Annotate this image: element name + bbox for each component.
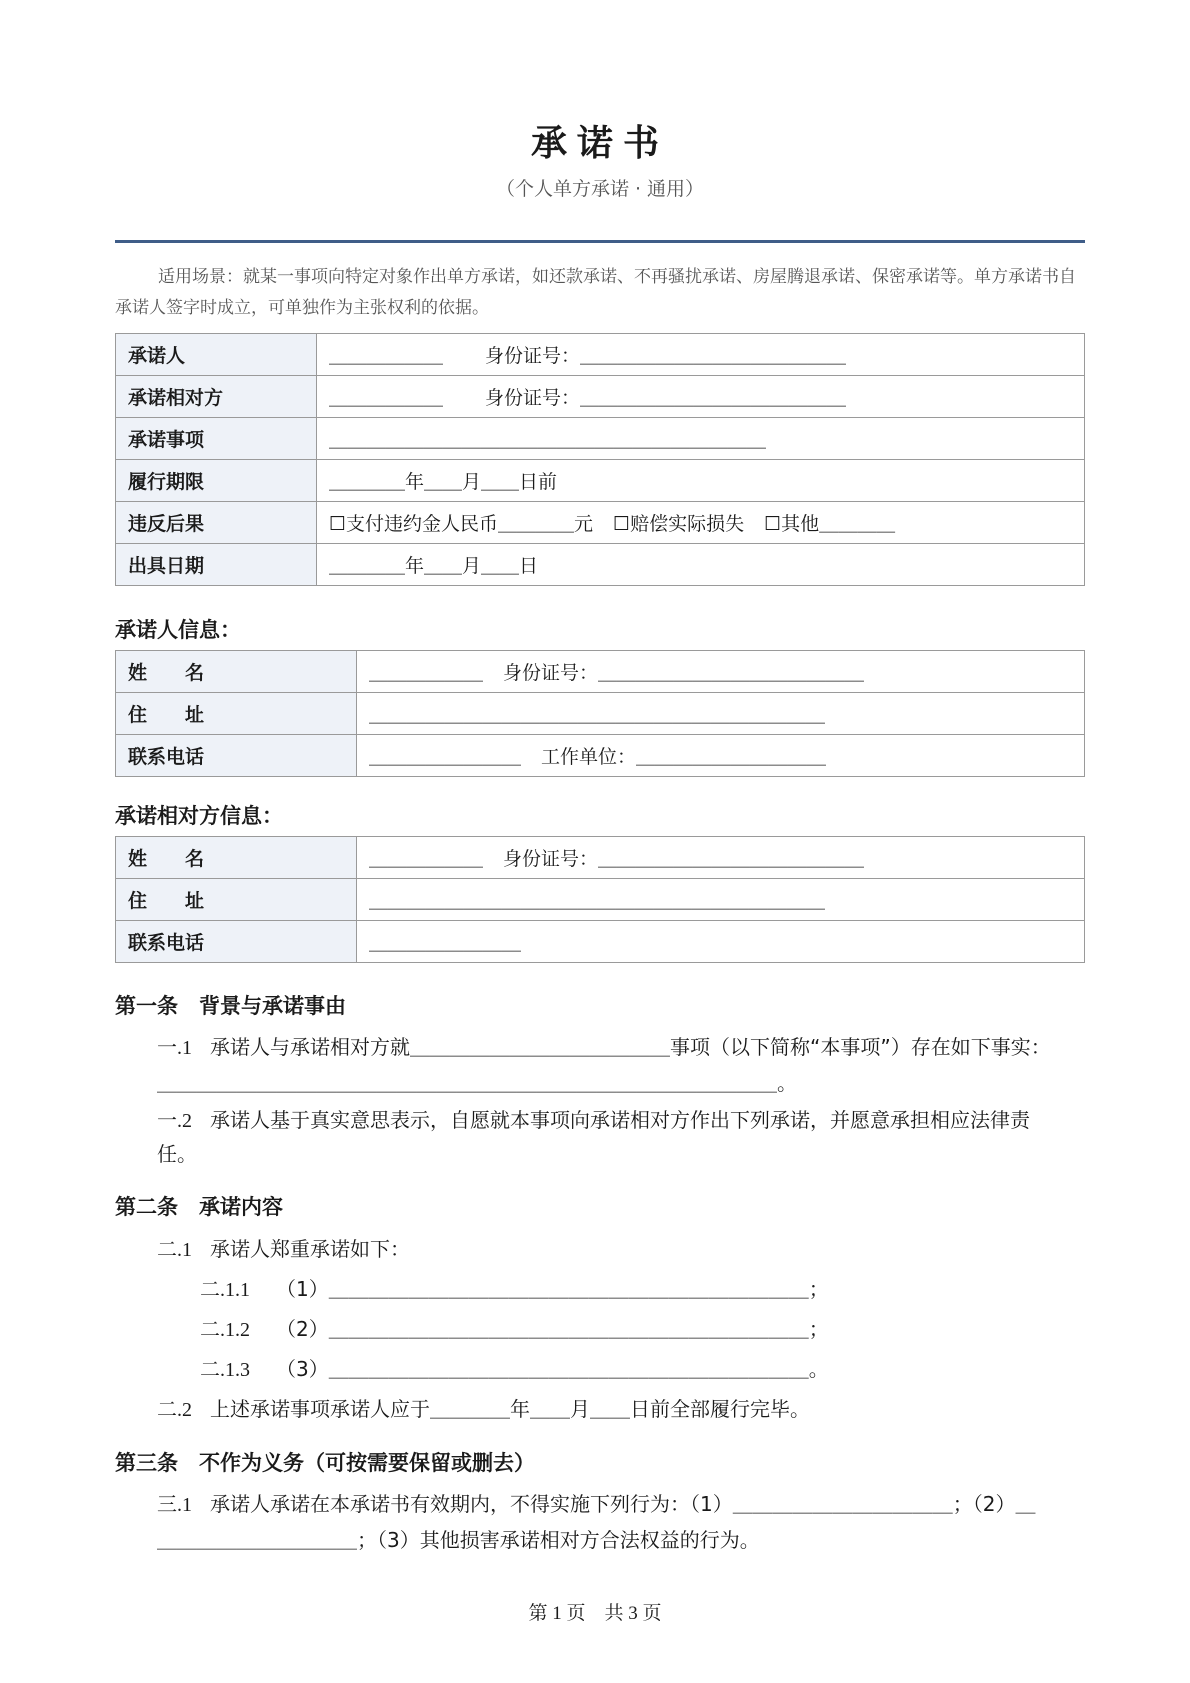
table-row (116, 334, 1085, 376)
clause-text: 上述承诺事项承诺人应于＿＿＿＿年＿＿月＿＿日前全部履行完毕。 (210, 1397, 810, 1421)
clause-number: 二.2 (157, 1399, 192, 1421)
article-1-2 (157, 1103, 1085, 1138)
penalty-checkbox[interactable]: ☐支付违约金人民币＿＿＿＿元 (329, 513, 594, 535)
article-3-heading: 第三条 不作为义务（可按需要保留或删去） (115, 1451, 535, 1475)
clause-number: 二.1.1 (200, 1279, 250, 1301)
row-value[interactable]: ＿＿＿＿＿＿＿＿＿＿＿＿＿＿＿＿＿＿＿＿＿＿＿＿ (357, 693, 1085, 735)
name-blank: ＿＿＿＿＿＿ (329, 345, 444, 367)
row-label: 履行期限 (116, 460, 317, 502)
row-label: 承诺事项 (116, 418, 317, 460)
row-value[interactable] (357, 837, 1085, 879)
name-blank: ＿＿＿＿＿＿ (369, 662, 484, 684)
row-value[interactable] (317, 376, 1085, 418)
name-blank: ＿＿＿＿＿＿ (329, 387, 444, 409)
title-divider (115, 240, 1085, 243)
id-number-blank: 身份证号：＿＿＿＿＿＿＿＿＿＿＿＿＿＿ (485, 345, 847, 367)
table-row (116, 502, 1085, 544)
row-value[interactable] (317, 502, 1085, 544)
id-number-blank: 身份证号：＿＿＿＿＿＿＿＿＿＿＿＿＿＿ (503, 662, 865, 684)
clause-text: （2）＿＿＿＿＿＿＿＿＿＿＿＿＿＿＿＿＿＿＿＿＿＿＿＿； (276, 1317, 829, 1341)
row-value[interactable] (357, 735, 1085, 777)
table-row (116, 693, 1085, 735)
table-row (116, 735, 1085, 777)
clause-text: 承诺人承诺在本承诺书有效期内，不得实施下列行为：（1）＿＿＿＿＿＿＿＿＿＿＿；（2）＿ (210, 1492, 1036, 1516)
row-label: 承诺相对方 (116, 376, 317, 418)
article-3-1-cont: ＿＿＿＿＿＿＿＿＿＿；（3）其他损害承诺相对方合法权益的行为。 (157, 1528, 760, 1552)
article-2-1-3 (200, 1352, 829, 1387)
clause-number: 二.1.2 (200, 1319, 250, 1341)
table-row (116, 544, 1085, 586)
row-label: 联系电话 (116, 921, 357, 963)
row-label: 姓 名 (116, 837, 357, 879)
row-value[interactable]: ＿＿＿＿＿＿＿＿＿＿＿＿＿＿＿＿＿＿＿＿＿＿＿＿ (357, 879, 1085, 921)
counterparty-info-heading: 承诺相对方信息： (115, 804, 283, 828)
clause-text: 承诺人基于真实意思表示，自愿就本事项向承诺相对方作出下列承诺，并愿意承担相应法律责 (210, 1108, 1030, 1132)
clause-text: 承诺人与承诺相对方就＿＿＿＿＿＿＿＿＿＿＿＿＿事项（以下简称“本事项”）存在如下事实： (210, 1035, 1051, 1059)
clause-number: 三.1 (157, 1494, 192, 1516)
table-row (116, 651, 1085, 693)
row-value[interactable]: ＿＿＿＿年＿＿月＿＿日 (317, 544, 1085, 586)
table-row (116, 921, 1085, 963)
table-row (116, 879, 1085, 921)
table-row (116, 460, 1085, 502)
table-row (116, 418, 1085, 460)
promisor-info-table (115, 650, 1085, 777)
article-1-2-cont: 任。 (157, 1142, 197, 1166)
article-2-heading: 第二条 承诺内容 (115, 1195, 283, 1219)
clause-text: （1）＿＿＿＿＿＿＿＿＿＿＿＿＿＿＿＿＿＿＿＿＿＿＿＿； (276, 1277, 829, 1301)
row-value[interactable] (317, 334, 1085, 376)
row-label: 联系电话 (116, 735, 357, 777)
table-row (116, 837, 1085, 879)
counterparty-info-table (115, 836, 1085, 963)
article-2-2 (157, 1392, 1085, 1427)
summary-table (115, 333, 1085, 586)
table-row (116, 376, 1085, 418)
name-blank: ＿＿＿＿＿＿ (369, 848, 484, 870)
row-label: 违反后果 (116, 502, 317, 544)
row-value[interactable] (357, 651, 1085, 693)
employer-blank: 工作单位：＿＿＿＿＿＿＿＿＿＿ (541, 746, 827, 768)
article-1-heading: 第一条 背景与承诺事由 (115, 994, 346, 1018)
clause-number: 一.1 (157, 1037, 192, 1059)
clause-text: （3）＿＿＿＿＿＿＿＿＿＿＿＿＿＿＿＿＿＿＿＿＿＿＿＿。 (276, 1357, 829, 1381)
row-label: 姓 名 (116, 651, 357, 693)
row-value[interactable]: ＿＿＿＿＿＿＿＿ (357, 921, 1085, 963)
document-subtitle: （个人单方承诺 · 通用） (495, 178, 705, 200)
phone-blank: ＿＿＿＿＿＿＿＿ (369, 746, 522, 768)
article-2-1-2 (200, 1312, 829, 1347)
clause-text: 承诺人郑重承诺如下： (210, 1237, 410, 1261)
document-title: 承诺书 (530, 123, 669, 164)
id-number-blank: 身份证号：＿＿＿＿＿＿＿＿＿＿＿＿＿＿ (485, 387, 847, 409)
clause-number: 二.1.3 (200, 1359, 250, 1381)
article-2-1 (157, 1232, 1085, 1267)
row-label: 出具日期 (116, 544, 317, 586)
page-footer: 第 1 页 共 3 页 (528, 1603, 662, 1624)
damages-checkbox[interactable]: ☐赔偿实际损失 (613, 513, 745, 535)
article-1-1-cont: ＿＿＿＿＿＿＿＿＿＿＿＿＿＿＿＿＿＿＿＿＿＿＿＿＿＿＿＿＿＿＿。 (157, 1071, 797, 1095)
article-2-1-1 (200, 1272, 829, 1307)
row-value[interactable]: ＿＿＿＿年＿＿月＿＿日前 (317, 460, 1085, 502)
article-3-1 (157, 1487, 1085, 1522)
clause-number: 二.1 (157, 1239, 192, 1261)
row-value[interactable]: ＿＿＿＿＿＿＿＿＿＿＿＿＿＿＿＿＿＿＿＿＿＿＿ (317, 418, 1085, 460)
row-label: 住 址 (116, 693, 357, 735)
other-checkbox[interactable]: ☐其他＿＿＿＿ (764, 513, 896, 535)
row-label: 住 址 (116, 879, 357, 921)
row-label: 承诺人 (116, 334, 317, 376)
id-number-blank: 身份证号：＿＿＿＿＿＿＿＿＿＿＿＿＿＿ (503, 848, 865, 870)
clause-number: 一.2 (157, 1110, 192, 1132)
scope-note: 适用场景：就某一事项向特定对象作出单方承诺，如还款承诺、不再骚扰承诺、房屋腾退承诺、保密承诺等。单方承诺书自承诺人签字时成立，可单独作为主张权利的依据。 (115, 267, 1076, 318)
article-1-1 (157, 1030, 1085, 1065)
promisor-info-heading: 承诺人信息： (115, 618, 241, 642)
